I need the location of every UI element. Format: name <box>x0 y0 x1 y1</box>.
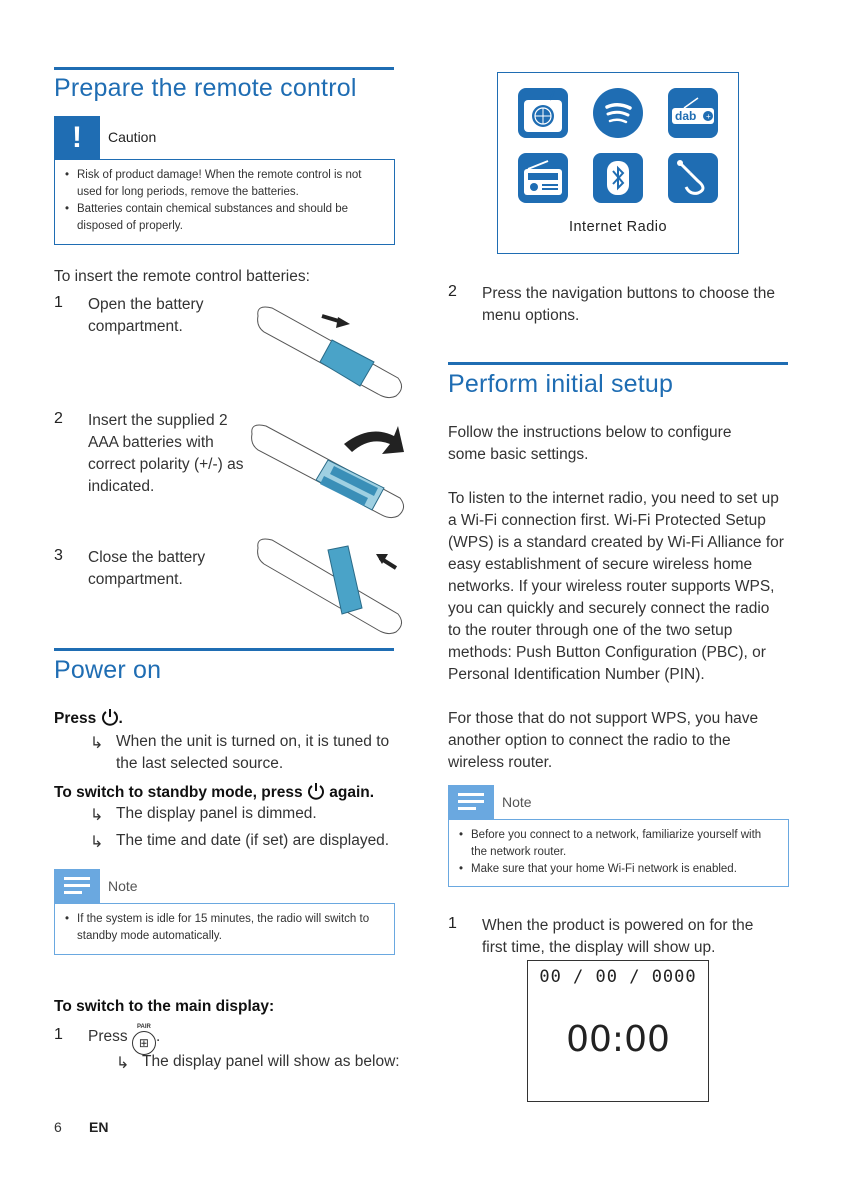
dab-label: dab <box>675 109 697 123</box>
press-text: Press <box>88 1028 128 1045</box>
result-arrow-icon: ↳ <box>90 834 104 851</box>
remote-open-illustration <box>250 296 410 404</box>
internet-radio-icon <box>518 88 568 138</box>
pair-button-icon: ⊞ PAIR <box>132 1031 156 1055</box>
page-number: 6 <box>54 1119 62 1135</box>
caution-item: • Risk of product damage! When the remote control is not used for long periods, remove the batteries. <box>63 167 381 201</box>
setup-paragraph: For those that do not support WPS, you have another option to connect the radio to the wireless router. <box>448 710 759 771</box>
display-date: 00 / 00 / 0000 <box>539 967 697 987</box>
standby-result: The display panel is dimmed. <box>116 805 317 822</box>
fm-radio-icon <box>518 153 568 203</box>
display-time: 00:00 <box>566 1019 670 1060</box>
remote-close-illustration <box>250 528 410 640</box>
section-title-power: Power on <box>54 656 162 684</box>
press-label: Press <box>54 710 97 727</box>
note-label: Note <box>108 878 138 894</box>
standby-result: The time and date (if set) are displayed. <box>116 832 390 849</box>
step-result: The display panel will show as below: <box>142 1053 400 1070</box>
step-number: 1 <box>448 915 457 932</box>
language-code: EN <box>89 1119 109 1135</box>
step-text: Close the battery compartment. <box>88 549 206 588</box>
step-number: 1 <box>54 1026 63 1043</box>
note-box <box>54 903 395 955</box>
remote-batteries-illustration <box>244 414 410 526</box>
step-text: Insert the supplied 2 AAA batteries with correct polarity (+/-) as indicated. <box>88 412 244 495</box>
caution-box <box>54 159 395 245</box>
step-number: 2 <box>448 283 457 300</box>
standby-again: again. <box>329 784 375 801</box>
section-rule <box>54 648 394 651</box>
note-label: Note <box>502 794 532 810</box>
svg-text:+: + <box>706 112 711 121</box>
pair-label: PAIR <box>136 1024 151 1030</box>
section-title-setup: Perform initial setup <box>448 370 674 398</box>
caution-label: Caution <box>108 129 157 145</box>
caution-item: • Batteries contain chemical substances and should be disposed of properly. <box>63 201 381 235</box>
result-arrow-icon: ↳ <box>90 735 104 752</box>
section-rule <box>54 67 394 70</box>
note-icon <box>54 869 100 903</box>
section-title-prepare: Prepare the remote control <box>54 74 357 102</box>
step-text: Press ⊞ PAIR . <box>88 1026 160 1055</box>
step-number: 2 <box>54 410 63 427</box>
step-number: 1 <box>54 294 63 311</box>
section-rule <box>448 362 788 365</box>
standby-instruction <box>54 782 374 802</box>
step-text: When the product is powered on for the first time, the display will show up. <box>482 917 754 956</box>
note-item: • Before you connect to a network, familiarize yourself with the network router. <box>457 827 777 861</box>
standby-label: To switch to standby mode, press <box>54 784 303 801</box>
note-box <box>448 819 789 887</box>
result-arrow-icon: ↳ <box>116 1055 130 1072</box>
menu-caption: Internet Radio <box>568 219 668 235</box>
display-screen <box>527 960 709 1102</box>
bluetooth-icon <box>593 153 643 203</box>
press-instruction: Press . <box>54 710 123 727</box>
power-icon <box>307 782 325 800</box>
power-icon <box>101 708 119 726</box>
main-display-heading: To switch to the main display: <box>54 998 275 1015</box>
setup-paragraph: Follow the instructions below to configure some basic settings. <box>448 424 732 463</box>
menu-screen <box>497 72 739 254</box>
aux-in-icon <box>668 153 718 203</box>
dab-icon <box>668 88 718 138</box>
caution-icon: ! <box>54 116 100 159</box>
note-icon <box>448 785 494 819</box>
result-arrow-icon: ↳ <box>90 807 104 824</box>
intro-text: To insert the remote control batteries: <box>54 268 310 285</box>
step-number: 3 <box>54 547 63 564</box>
step-text: Press the navigation buttons to choose the menu options. <box>482 285 775 324</box>
note-item: • Make sure that your home Wi-Fi network is enabled. <box>457 861 777 878</box>
note-item: • If the system is idle for 15 minutes, the radio will switch to standby mode automatically. <box>63 911 381 945</box>
spotify-icon <box>593 88 643 138</box>
press-result: When the unit is turned on, it is tuned to the last selected source. <box>116 733 390 772</box>
setup-paragraph: To listen to the internet radio, you need to set up a Wi-Fi connection first. Wi-Fi Protected Setup (WPS) is a standard created by Wi-Fi Alliance for easy establishment of secure wireless home networks. If your wireless router supports WPS, you can quickly and securely connect the radio to the router through one of the two setup methods: Push Button Configuration (PBC), or Personal Identification Number (PIN). <box>448 490 784 683</box>
step-text: Open the battery compartment. <box>88 296 204 335</box>
